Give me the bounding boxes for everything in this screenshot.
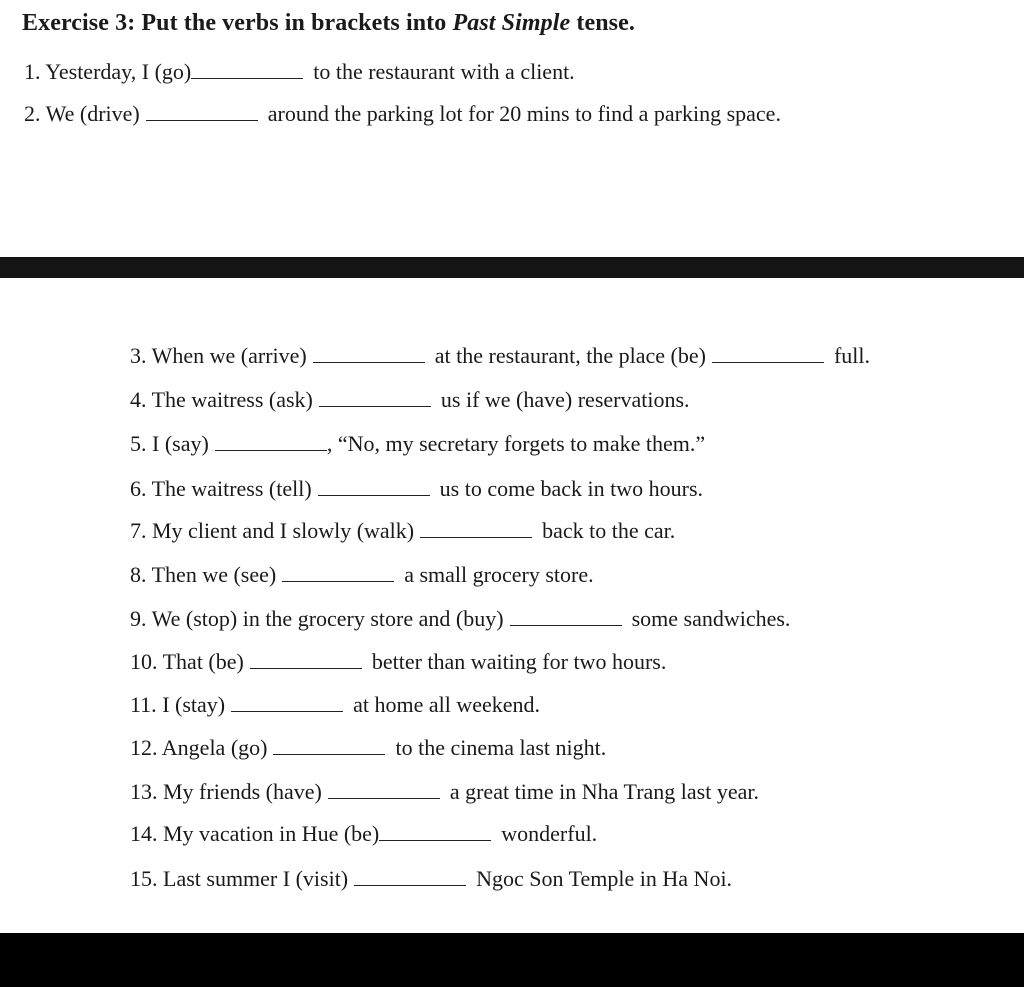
answer-blank[interactable] [313,344,425,363]
item-text-before: Last summer I (visit) [163,866,349,891]
item-text-before: We (drive) [45,101,140,126]
exercise-title [22,10,635,37]
exercise-item-9 [130,604,790,634]
answer-blank[interactable] [318,477,430,496]
item-text-before: My vacation in Hue (be) [163,821,380,846]
answer-blank[interactable] [510,607,622,626]
exercise-item-3 [130,341,870,371]
exercise-item-6 [130,474,703,504]
exercise-item-10 [130,647,666,677]
item-text-before: Yesterday, I (go) [45,59,192,84]
item-text-before: The waitress (ask) [151,387,313,412]
answer-blank[interactable] [282,563,394,582]
item-text-after: us if we (have) reservations. [440,387,690,412]
answer-blank[interactable] [191,60,303,79]
item-text-after: to the cinema last night. [395,735,607,760]
exercise-item-7 [130,516,675,546]
title-prefix: Exercise 3: Put the verbs in brackets into [22,10,453,36]
title-suffix: tense. [570,10,635,36]
item-number: 13. [130,779,158,804]
exercise-item-15 [130,864,732,894]
item-text-middle: at the restaurant, the place (be) [434,343,706,368]
item-number: 14. [130,821,158,846]
item-text-before: When we (arrive) [151,343,307,368]
item-number: 4. [130,387,147,412]
item-text-before: I (stay) [162,692,226,717]
item-text-after: some sandwiches. [631,606,791,631]
item-text-before: My client and I slowly (walk) [152,518,415,543]
item-number: 10. [130,649,158,674]
exercise-item-13 [130,777,759,807]
answer-blank[interactable] [328,780,440,799]
item-text-before: I (say) [152,431,209,456]
answer-blank[interactable] [420,519,532,538]
item-text-before: That (be) [162,649,244,674]
item-text-after: at home all weekend. [353,692,541,717]
answer-blank[interactable] [354,867,466,886]
item-number: 12. [130,735,158,760]
answer-blank[interactable] [379,822,491,841]
item-text-before: We (stop) in the grocery store and (buy) [151,606,504,631]
item-text-before: Then we (see) [151,562,277,587]
answer-blank[interactable] [215,432,327,451]
item-number: 7. [130,518,147,543]
item-number: 15. [130,866,158,891]
exercise-item-1 [24,57,575,87]
item-text-before: Angela (go) [161,735,268,760]
answer-blank[interactable] [712,344,824,363]
item-number: 6. [130,476,147,501]
item-text-after: to the restaurant with a client. [313,59,575,84]
item-text-after: a great time in Nha Trang last year. [449,779,759,804]
answer-blank[interactable] [231,693,343,712]
item-number: 8. [130,562,147,587]
answer-blank[interactable] [319,388,431,407]
item-number: 1. [24,59,41,84]
item-text-after: around the parking lot for 20 mins to find a parking space. [267,101,781,126]
exercise-item-11 [130,690,540,720]
item-text-after: Ngoc Son Temple in Ha Noi. [476,866,733,891]
answer-blank[interactable] [273,736,385,755]
exercise-item-12 [130,733,606,763]
exercise-item-8 [130,560,594,590]
answer-blank[interactable] [146,102,258,121]
item-number: 11. [130,692,157,717]
title-emphasis: Past Simple [452,10,571,36]
item-number: 5. [130,431,147,456]
black-divider-bar [0,257,1024,278]
exercise-item-4 [130,385,690,415]
item-text-after: , “No, my secretary forgets to make them.” [326,431,706,456]
item-text-after: wonderful. [501,821,598,846]
item-text-after: a small grocery store. [404,562,594,587]
item-number: 3. [130,343,147,368]
black-bottom-bar [0,933,1024,987]
item-text-after: better than waiting for two hours. [371,649,667,674]
item-text-after: full. [833,343,870,368]
exercise-item-2 [24,99,781,129]
item-number: 2. [24,101,41,126]
item-text-before: My friends (have) [163,779,322,804]
answer-blank[interactable] [250,650,362,669]
item-text-before: The waitress (tell) [151,476,312,501]
exercise-item-5 [130,429,705,459]
item-number: 9. [130,606,147,631]
item-text-after: back to the car. [542,518,676,543]
exercise-item-14 [130,819,597,849]
item-text-after: us to come back in two hours. [439,476,704,501]
